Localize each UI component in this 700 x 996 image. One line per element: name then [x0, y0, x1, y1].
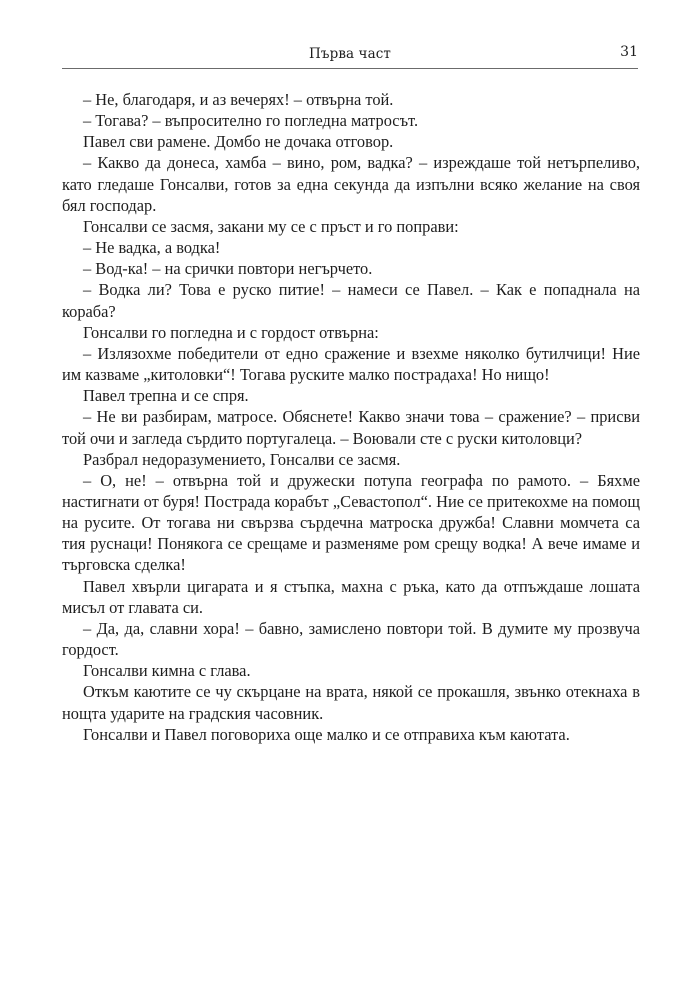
- paragraph: – Не ви разбирам, матросе. Обяснете! Какво значи това – сражение? – присви той очи и загледа сърдито португалеца. – Воювали сте с руски китоловци?: [62, 407, 640, 448]
- page-header: [62, 44, 638, 69]
- paragraph: Гонсалви се засмя, закани му се с пръст и го поправи:: [83, 216, 459, 236]
- paragraph: – Не вадка, а водка!: [83, 238, 221, 258]
- running-head: Първа част: [309, 46, 391, 62]
- body-text: [62, 89, 640, 745]
- paragraph: Павел трепна и се спря.: [83, 386, 249, 406]
- paragraph: – Да, да, славни хора! – бавно, замислено повтори той. В думите му прозвуча гордост.: [62, 618, 640, 660]
- paragraph: – Какво да донеса, хамба – вино, ром, вадка? – изреждаше той нетърпеливо, като гледаше Гонсалви, готов за една секунда да изпълни всяко желание на своя бял господар.: [62, 153, 640, 215]
- paragraph: Откъм каютите се чу скърцане на врата, някой се прокашля, звънко отекнаха в нощта ударите на градския часовник.: [62, 682, 640, 723]
- paragraph: – Вод-ка! – на срички повтори негърчето.: [83, 259, 373, 279]
- paragraph: Гонсалви го погледна и с гордост отвърна:: [83, 322, 379, 342]
- paragraph: Гонсалви и Павел поговориха още малко и се отправиха към каютата.: [83, 724, 570, 744]
- paragraph: – Тогава? – въпросително го погледна матросът.: [83, 111, 419, 131]
- paragraph: Разбрал недоразумението, Гонсалви се засмя.: [83, 449, 401, 469]
- paragraph: – Излязохме победители от едно сражение и взехме няколко бутилчици! Ние им казваме „китоловки“! Тогава руските малко пострадаха! Но нищо!: [62, 343, 640, 385]
- paragraph: – О, не! – отвърна той и дружески потупа географа по рамото. – Бяхме настигнати от буря! Пострада корабът „Севастопол“. Ние се притекохме на помощ на русите. От тогава ни свързва сърдечна матроска дружба! Славни момчета са тия руснаци! Понякога се срещаме и разменяме ром срещу водка! А вече имаме и търговска сделка!: [62, 470, 640, 575]
- paragraph: – Не, благодаря, и аз вечерях! – отвърна той.: [83, 90, 394, 109]
- paragraph: Гонсалви кимна с глава.: [83, 661, 251, 681]
- paragraph: – Водка ли? Това е руско питие! – намеси се Павел. – Как е попаднала на кораба?: [62, 280, 640, 321]
- paragraph: Павел хвърли цигарата и я стъпка, махна с ръка, като да отпъждаше лошата мисъл от главата си.: [62, 576, 640, 617]
- paragraph: Павел сви рамене. Домбо не дочака отговор.: [83, 132, 394, 152]
- page-number: 31: [620, 44, 638, 60]
